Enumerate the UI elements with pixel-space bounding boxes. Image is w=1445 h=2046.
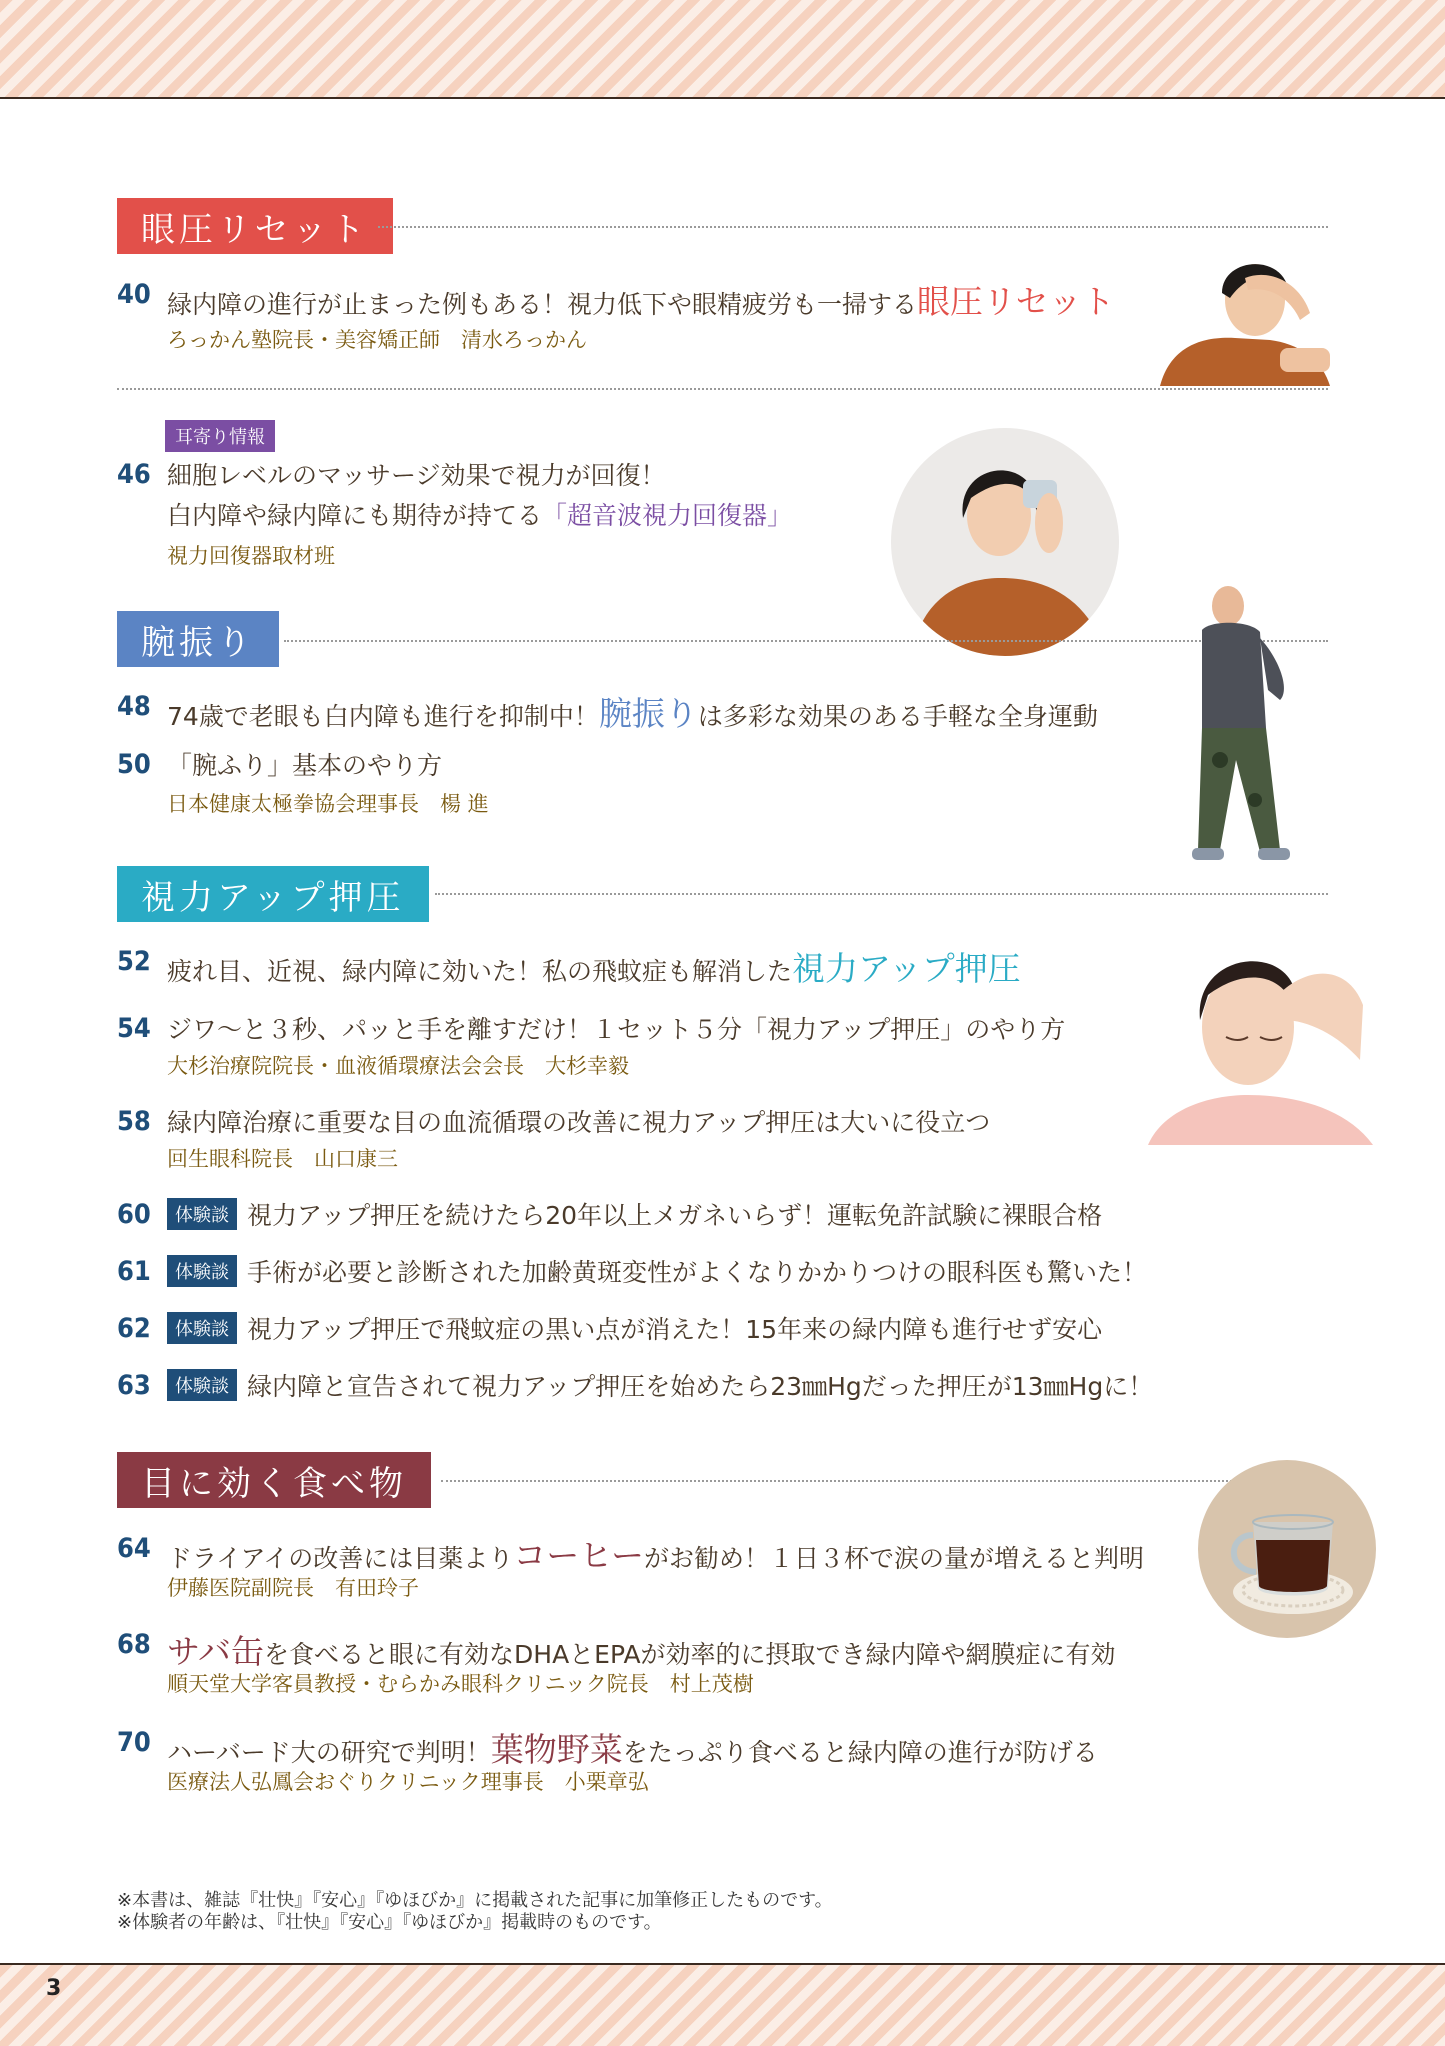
title-highlight: 「超音波視力回復器」 [542,501,793,530]
section-label: 視力アップ押圧 [117,866,429,922]
page-number: 3 [46,1976,62,2001]
page-number-label: 64 [117,1533,151,1564]
section-divider [441,1480,1328,1482]
title-text: 白内障や緑内障にも期待が持てる [167,501,543,530]
footnote: ※体験者の年齢は、『壮快』『安心』『ゆほびか』掲載時のものです。 [117,1912,662,1933]
page-number-label: 58 [117,1106,151,1137]
page-number-label: 70 [117,1727,151,1758]
title-text: 74歳で老眼も白内障も進行を抑制中！ [167,702,599,731]
page-number-label: 62 [117,1313,151,1344]
entry-author: 大杉治療院院長・血液循環療法会会長 大杉幸毅 [167,1054,629,1078]
title-text: 疲れ目、近視、緑内障に効いた！私の飛蚊症も解消した [167,957,793,986]
entry-title [167,1196,1102,1232]
title-text: をたっぷり食べると緑内障の進行が防げる [622,1738,1098,1767]
section-header-eye-foods [117,1452,431,1508]
title-highlight: 腕振り [598,694,698,733]
entry-title [167,1530,1144,1577]
page-number-label: 61 [117,1256,151,1287]
page-number-label: 60 [117,1199,151,1230]
woman-holding-forehead-photo [1160,248,1330,386]
section-label: 腕振り [117,611,279,667]
experience-badge: 体験談 [167,1369,237,1401]
entry-title: ジワ〜と３秒、パッと手を離すだけ！１セット５分「視力アップ押圧」のやり方 [167,1015,1066,1044]
page-number-label: 63 [117,1370,151,1401]
man-arm-swing-photo [1180,580,1320,870]
entry-author: 順天堂大学客員教授・むらかみ眼科クリニック院長 村上茂樹 [167,1672,754,1696]
footnote: ※本書は、雑誌『壮快』『安心』『ゆほびか』に掲載された記事に加筆修正したものです。 [117,1890,833,1911]
bottom-stripe-border [0,1963,1445,2046]
entry-title [167,1724,1098,1771]
entry-title [167,943,1021,990]
title-text: 視力アップ押圧を続けたら20年以上メガネいらず！運転免許試験に裸眼合格 [247,1201,1103,1230]
entry-title-line2 [167,496,792,532]
title-highlight: 視力アップ押圧 [792,949,1021,988]
footnotes [117,1890,833,1934]
title-text: 手術が必要と診断された加齢黄斑変性がよくなりかかりつけの眼科医も驚いた！ [247,1258,1148,1287]
entry-author: 日本健康太極拳協会理事長 楊 進 [167,792,489,816]
entry-author: 伊藤医院副院長 有田玲子 [167,1576,419,1600]
title-text: がお勧め！１日３杯で涙の量が増えると判明 [643,1544,1144,1573]
entry-author: 視力回復器取材班 [167,544,335,568]
entry-divider [117,388,1328,390]
entry-title [167,688,1098,735]
title-text: は多彩な効果のある手軽な全身運動 [697,702,1098,731]
entry-title: 「腕ふり」基本のやり方 [167,751,443,780]
title-text: 視力アップ押圧で飛蚊症の黒い点が消えた！15年来の緑内障も進行せず安心 [247,1315,1103,1344]
title-text: ハーバード大の研究で判明！ [167,1738,491,1767]
entry-author: ろっかん塾院長・美容矯正師 清水ろっかん [167,328,587,352]
section-header-arm-swing [117,611,279,667]
section-header-eye-pressure-reset [117,198,393,254]
entry-title: 緑内障治療に重要な目の血流循環の改善に視力アップ押圧は大いに役立つ [167,1108,991,1137]
page-number-label: 52 [117,946,151,977]
info-badge: 耳寄り情報 [165,420,275,452]
entry-author: 医療法人弘鳳会おぐりクリニック理事長 小栗章弘 [167,1770,649,1794]
entry-title-line1: 細胞レベルのマッサージ効果で視力が回復！ [167,461,666,490]
page-number-label: 40 [117,279,151,310]
entry-title [167,276,1115,323]
title-highlight: 葉物野菜 [490,1730,623,1769]
entry-title [167,1253,1147,1289]
section-divider [284,640,1328,642]
section-header-vision-up-pressure [117,866,429,922]
title-highlight: コーヒー [513,1536,644,1575]
section-label: 眼圧リセット [117,198,393,254]
section-divider [435,893,1328,895]
entry-title [167,1367,1153,1403]
title-text: 緑内障の進行が止まった例もある！視力低下や眼精疲労も一掃する [167,290,918,319]
title-text: ドライアイの改善には目薬より [167,1544,514,1573]
section-label: 目に効く食べ物 [117,1452,431,1508]
woman-eye-pressure-photo [1148,925,1376,1145]
entry-title [167,1626,1116,1673]
experience-badge: 体験談 [167,1255,237,1287]
section-divider [378,226,1328,228]
woman-with-device-photo [891,428,1119,656]
page-number-label: 46 [117,459,151,490]
title-text: 緑内障と宣告されて視力アップ押圧を始めたら23㎜Hgだった押圧が13㎜Hgに！ [247,1372,1154,1401]
page-number-label: 48 [117,691,151,722]
title-highlight: 眼圧リセット [917,282,1115,321]
entry-author: 回生眼科院長 山口康三 [167,1147,398,1171]
entry-title [167,1310,1102,1346]
title-highlight: サバ缶 [167,1632,265,1671]
experience-badge: 体験談 [167,1312,237,1344]
top-stripe-border [0,0,1445,99]
page-number-label: 68 [117,1629,151,1660]
experience-badge: 体験談 [167,1198,237,1230]
page-number-label: 54 [117,1013,151,1044]
title-text: を食べると眼に有効なDHAとEPAが効率的に摂取でき緑内障や網膜症に有効 [264,1640,1116,1669]
page-number-label: 50 [117,749,151,780]
coffee-cup-photo [1198,1460,1376,1638]
